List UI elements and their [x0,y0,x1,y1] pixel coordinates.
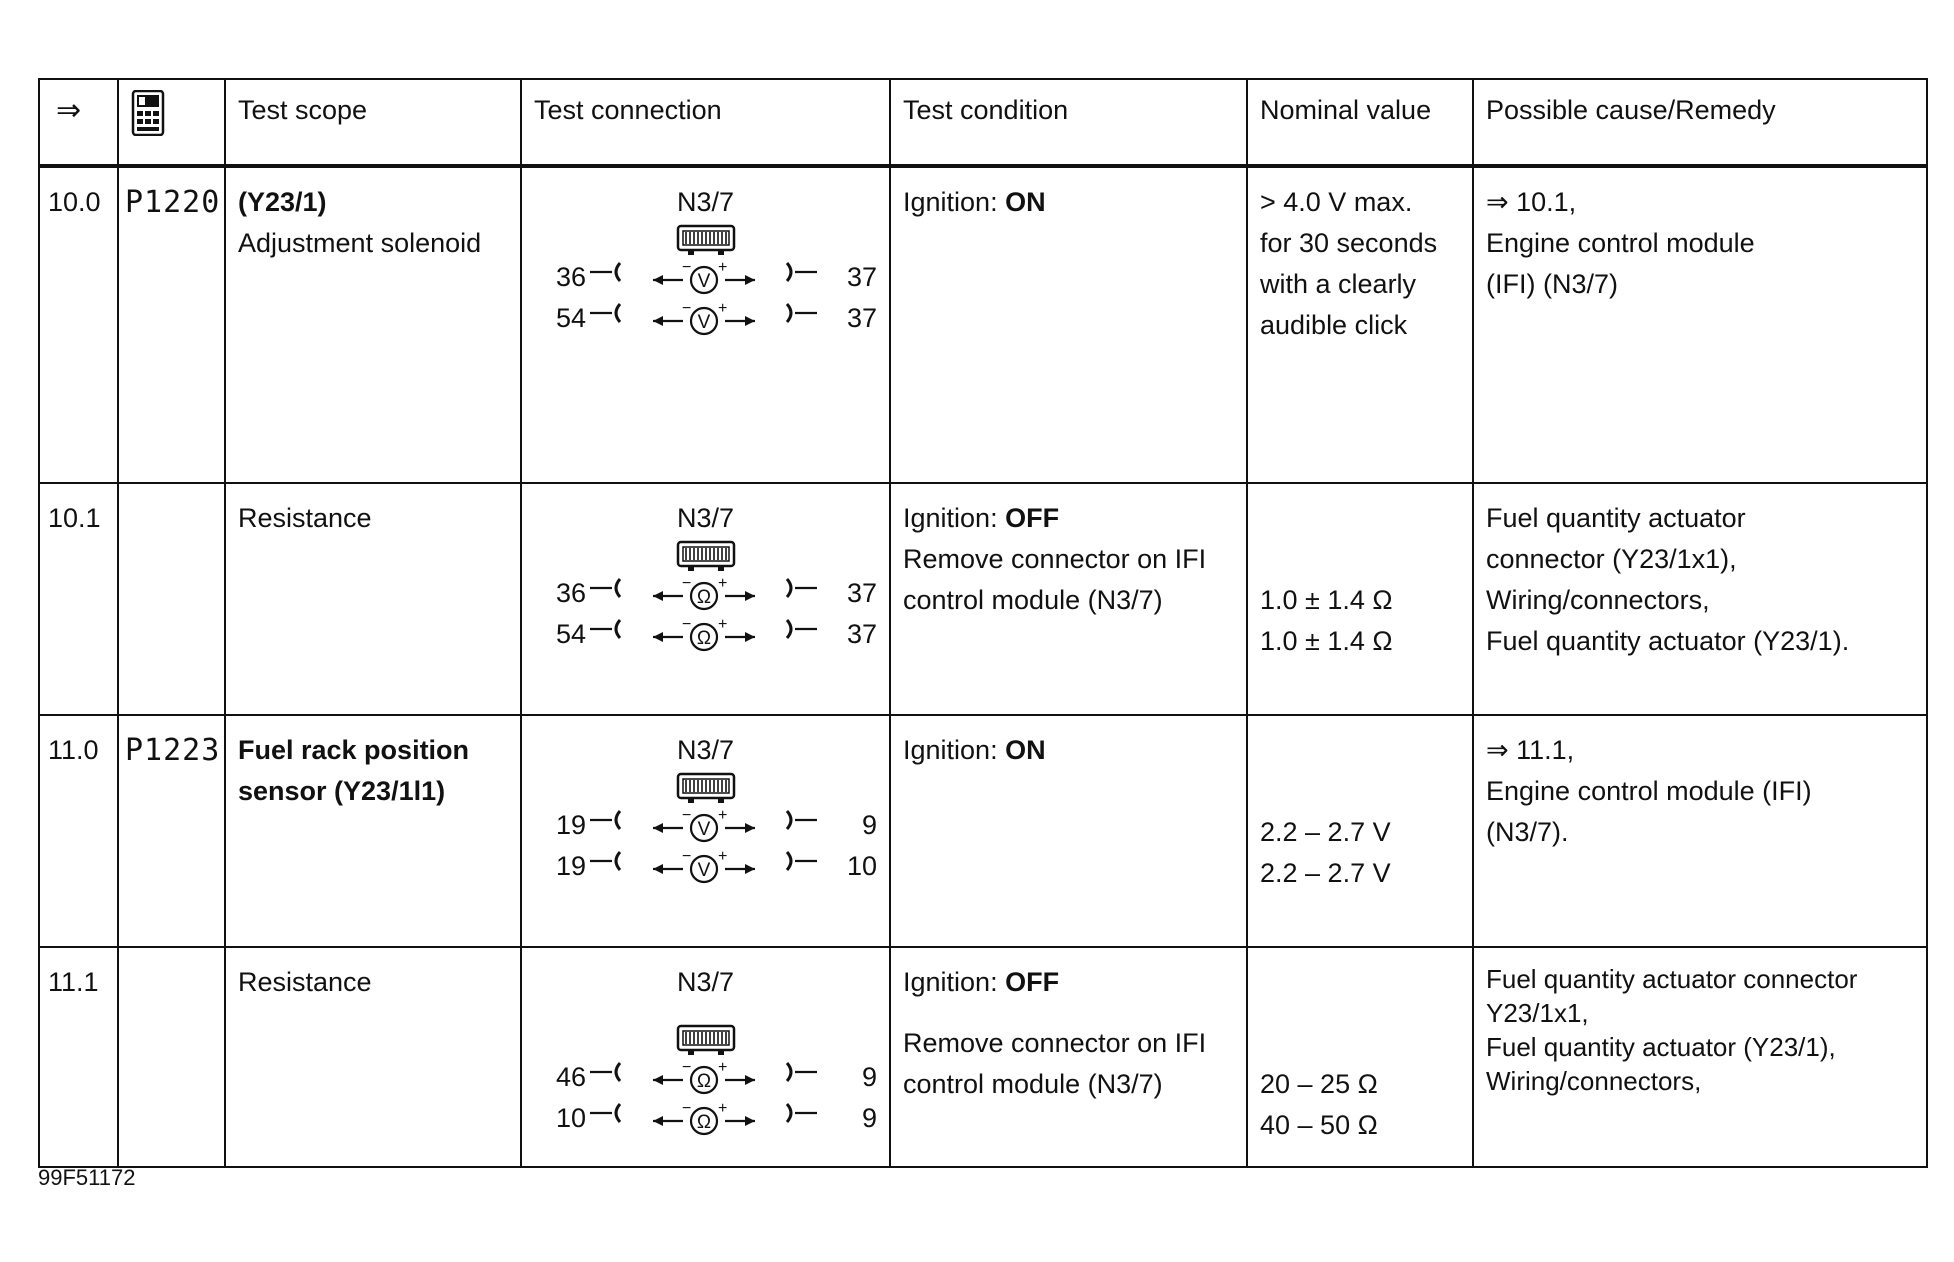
probe-left-icon [586,573,626,615]
svg-text:+: + [717,574,727,592]
svg-text:V: V [697,818,710,840]
probe-right-icon [781,846,821,888]
meter-icon [649,1058,759,1098]
step-number: 11.0 [39,715,118,947]
test-scope [225,483,521,715]
measurement-row [534,846,877,887]
test-condition [890,483,1247,715]
nominal-value [1247,166,1473,483]
measurement-row [534,1098,877,1139]
connector-label: N3/7 [676,187,735,217]
remedy-line: connector (Y23/1x1), [1486,544,1737,574]
remedy-line: Wiring/connectors, [1486,1066,1702,1096]
pin-left: 46 [555,1062,586,1092]
svg-text:+: + [717,1058,727,1076]
step-number: 10.1 [39,483,118,715]
pin-left: 10 [555,1103,586,1133]
probe-right-icon [781,614,821,656]
pin-right: 37 [846,578,877,608]
svg-text:+: + [717,806,727,824]
svg-text:V: V [697,859,710,881]
fault-code: P1223 [118,715,225,947]
scope-component: sensor (Y23/1l1) [238,776,446,806]
table-row [39,166,1927,483]
meter-icon [649,806,759,846]
test-scope [225,166,521,483]
meter-icon [649,1099,759,1139]
nominal-line: 20 – 25 Ω [1260,1069,1378,1099]
remedy-line: ⇒ 10.1, [1486,187,1577,217]
condition-value: ON [1005,735,1046,765]
remedy-line: Fuel quantity actuator (Y23/1), [1486,1032,1836,1062]
scope-component: (Y23/1) [238,187,327,217]
test-connection [521,166,890,483]
nominal-line: 1.0 ± 1.4 Ω [1260,626,1393,656]
diagnostic-tester-icon [131,90,165,148]
meter-icon [649,574,759,614]
svg-text:−: − [681,1058,691,1076]
probe-left-icon [586,298,626,340]
condition-label: Ignition: [903,187,998,217]
measurement-row [534,573,877,614]
step-number: 11.1 [39,947,118,1167]
condition-note: control module (N3/7) [903,1069,1163,1099]
connector-plug-icon [534,771,877,805]
svg-text:Ω: Ω [696,1070,711,1092]
svg-text:+: + [717,615,727,633]
measurement-row [534,805,877,846]
svg-text:Ω: Ω [696,627,711,649]
probe-left-icon [586,614,626,656]
header-nominal-value: Nominal value [1247,79,1473,166]
pin-left: 36 [555,578,586,608]
remedy-line: Fuel quantity actuator connector [1486,964,1858,994]
nominal-line: audible click [1260,310,1408,340]
svg-text:+: + [717,847,727,865]
header-test-connection: Test connection [521,79,890,166]
svg-text:−: − [681,806,691,824]
svg-text:−: − [681,258,691,276]
measurement-row [534,1057,877,1098]
nominal-value [1247,715,1473,947]
probe-left-icon [586,1098,626,1140]
measurement-row [534,257,877,298]
scope-description: Resistance [238,503,372,533]
remedy-line: Engine control module [1486,228,1755,258]
connector-label: N3/7 [676,503,735,533]
header-step-arrow: ⇒ [39,79,118,166]
meter-icon [649,258,759,298]
svg-text:−: − [681,574,691,592]
test-connection [521,483,890,715]
svg-text:−: − [681,1099,691,1117]
measurement-row [534,298,877,339]
probe-right-icon [781,805,821,847]
possible-cause [1473,166,1927,483]
probe-left-icon [586,257,626,299]
condition-label: Ignition: [903,735,998,765]
possible-cause [1473,947,1927,1167]
svg-text:V: V [697,270,710,292]
svg-text:+: + [717,1099,727,1117]
fault-code: P1220 [118,166,225,483]
meter-icon [649,847,759,887]
probe-right-icon [781,573,821,615]
diagnostic-test-sheet [38,78,1926,1168]
pin-left: 36 [555,262,586,292]
svg-text:V: V [697,311,710,333]
connector-plug-icon [534,1023,877,1057]
fault-code [118,947,225,1167]
condition-value: ON [1005,187,1046,217]
table-row [39,483,1927,715]
probe-right-icon [781,1098,821,1140]
test-connection [521,947,890,1167]
scope-description: Adjustment solenoid [238,228,482,258]
test-scope [225,715,521,947]
step-number: 10.0 [39,166,118,483]
test-condition [890,947,1247,1167]
measurement-list [534,257,877,339]
probe-right-icon [781,1057,821,1099]
measurement-list [534,1057,877,1139]
nominal-value [1247,947,1473,1167]
connector-label: N3/7 [676,735,735,765]
remedy-line: Fuel quantity actuator [1486,503,1746,533]
condition-label: Ignition: [903,967,998,997]
svg-text:−: − [681,847,691,865]
test-condition [890,166,1247,483]
svg-text:+: + [717,299,727,317]
measurement-row [534,614,877,655]
scope-component: Fuel rack position [238,735,470,765]
nominal-line: 2.2 – 2.7 V [1260,817,1391,847]
svg-text:−: − [681,615,691,633]
nominal-line: for 30 seconds [1260,228,1438,258]
pin-left: 54 [555,303,586,333]
nominal-line: 40 – 50 Ω [1260,1110,1378,1140]
pin-right: 10 [846,851,877,881]
pin-right: 9 [861,810,877,840]
pin-right: 37 [846,303,877,333]
diagnostic-test-table [38,78,1928,1168]
pin-right: 37 [846,262,877,292]
connector-label: N3/7 [676,967,735,997]
test-scope [225,947,521,1167]
meter-icon [649,299,759,339]
pin-left: 54 [555,619,586,649]
remedy-line: Engine control module (IFI) [1486,776,1812,806]
header-possible-cause: Possible cause/Remedy [1473,79,1927,166]
condition-note: Remove connector on IFI [903,1028,1207,1058]
pin-left: 19 [555,851,586,881]
condition-value: OFF [1005,503,1060,533]
measurement-list [534,573,877,655]
connector-plug-icon [534,223,877,257]
measurement-list [534,805,877,887]
probe-left-icon [586,1057,626,1099]
scope-description: Resistance [238,967,372,997]
possible-cause [1473,715,1927,947]
remedy-line: Wiring/connectors, [1486,585,1710,615]
nominal-line: with a clearly [1260,269,1417,299]
remedy-line: (IFI) (N3/7) [1486,269,1618,299]
pin-right: 9 [861,1103,877,1133]
connector-plug-icon [534,539,877,573]
svg-text:Ω: Ω [696,586,711,608]
condition-note: control module (N3/7) [903,585,1163,615]
svg-text:+: + [717,258,727,276]
probe-right-icon [781,257,821,299]
test-connection [521,715,890,947]
probe-right-icon [781,298,821,340]
condition-value: OFF [1005,967,1060,997]
test-condition [890,715,1247,947]
nominal-value [1247,483,1473,715]
pin-right: 9 [861,1062,877,1092]
remedy-line: (N3/7). [1486,817,1569,847]
possible-cause [1473,483,1927,715]
pin-left: 19 [555,810,586,840]
nominal-line: 1.0 ± 1.4 Ω [1260,585,1393,615]
nominal-line: 2.2 – 2.7 V [1260,858,1391,888]
svg-text:Ω: Ω [696,1111,711,1133]
header-test-scope: Test scope [225,79,521,166]
condition-label: Ignition: [903,503,998,533]
meter-icon [649,615,759,655]
pin-right: 37 [846,619,877,649]
table-header-row [39,79,1927,166]
header-test-condition: Test condition [890,79,1247,166]
fault-code [118,483,225,715]
nominal-line: > 4.0 V max. [1260,187,1413,217]
header-tester-icon-cell [118,79,225,166]
remedy-line: Y23/1x1, [1486,998,1589,1028]
probe-left-icon [586,805,626,847]
probe-left-icon [586,846,626,888]
figure-code: 99F51172 [38,1165,136,1190]
condition-note: Remove connector on IFI [903,544,1207,574]
remedy-line: ⇒ 11.1, [1486,735,1575,765]
table-row [39,947,1927,1167]
table-row [39,715,1927,947]
svg-text:−: − [681,299,691,317]
remedy-line: Fuel quantity actuator (Y23/1). [1486,626,1850,656]
